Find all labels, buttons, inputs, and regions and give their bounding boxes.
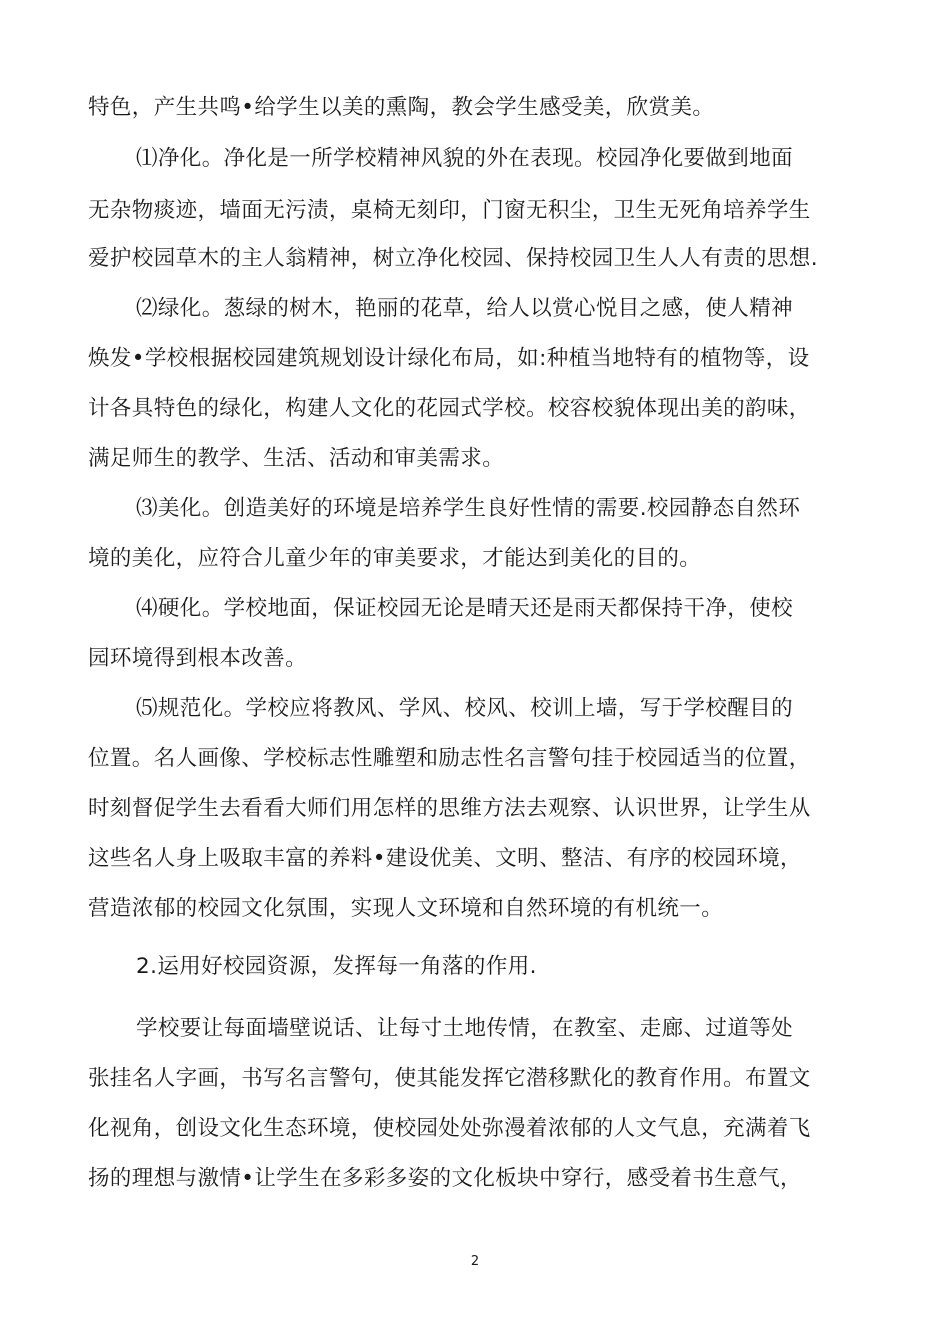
text-line: ⑸规范化。学校应将教风、学风、校风、校训上墙，写于学校醒目的 <box>136 696 794 721</box>
text-line: 这些名人身上吸取丰富的养料•建设优美、文明、整洁、有序的校园环境， <box>88 846 802 871</box>
text-line: 满足师生的教学、生活、活动和审美需求。 <box>88 446 505 471</box>
page-number: 2 <box>470 1254 480 1269</box>
text-line: 焕发•学校根据校园建筑规划设计绿化布局，如:种植当地特有的植物等，设 <box>88 346 810 371</box>
text-line: 营造浓郁的校园文化氛围，实现人文环境和自然环境的有机统一。 <box>88 896 724 921</box>
text-line: 境的美化，应符合儿童少年的审美要求，才能达到美化的目的。 <box>88 546 702 571</box>
text-line: 化视角，创设文化生态环境，使校园处处弥漫着浓郁的人文气息，充满着飞 <box>88 1116 811 1141</box>
text-line: 扬的理想与激情•让学生在多彩多姿的文化板块中穿行，感受着书生意气， <box>88 1166 802 1191</box>
text-line: 张挂名人字画，书写名言警句，使其能发挥它潜移默化的教育作用。布置文 <box>88 1066 811 1091</box>
text-line: 爱护校园草木的主人翁精神，树立净化校园、保持校园卫生人人有责的思想. <box>88 246 818 271</box>
text-line: 计各具特色的绿化，构建人文化的花园式学校。校容校貌体现出美的韵味， <box>88 396 811 421</box>
text-line: 无杂物痰迹，墙面无污渍，桌椅无刻印，门窗无积尘，卫生无死角培养学生 <box>88 198 811 223</box>
text-line: 时刻督促学生去看看大师们用怎样的思维方法去观察、认识世界，让学生从 <box>88 796 811 821</box>
text-line: 学校要让每面墙壁说话、让每寸土地传情，在教室、走廊、过道等处 <box>136 1016 794 1041</box>
text-line: ⑴净化。净化是一所学校精神风貌的外在表现。校园净化要做到地面 <box>136 146 794 171</box>
text-line: 园环境得到根本改善。 <box>88 646 308 671</box>
text-line: ⑶美化。创造美好的环境是培养学生良好性情的需要.校园静态自然环 <box>136 496 801 521</box>
text-line: 位置。名人画像、学校标志性雕塑和励志性名言警句挂于校园适当的位置， <box>88 746 811 771</box>
text-line: ⑷硬化。学校地面，保证校园无论是晴天还是雨天都保持干净，使校 <box>136 596 794 621</box>
text-line: 特色，产生共鸣•给学生以美的熏陶，教会学生感受美，欣赏美。 <box>88 95 715 120</box>
section-heading: 2.运用好校园资源，发挥每一角落的作用. <box>136 954 537 979</box>
text-line: ⑵绿化。葱绿的树木，艳丽的花草，给人以赏心悦目之感，使人精神 <box>136 296 794 321</box>
